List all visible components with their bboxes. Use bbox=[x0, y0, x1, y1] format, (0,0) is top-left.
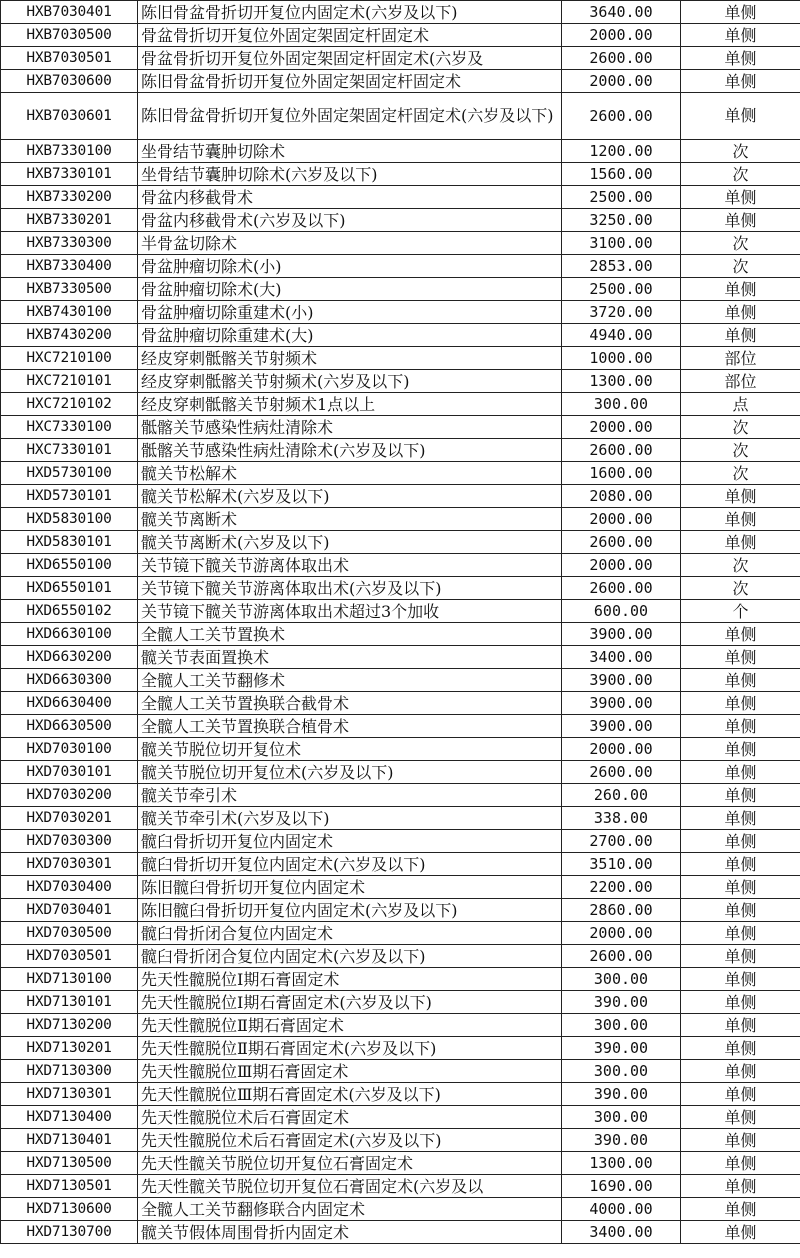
item-name-cell: 先天性髋脱位Ⅰ期石膏固定术(六岁及以下) bbox=[138, 991, 562, 1014]
item-price-cell: 3720.00 bbox=[562, 301, 681, 324]
item-unit-cell: 单侧 bbox=[681, 646, 800, 669]
item-name-cell: 全髋人工关节置换联合植骨术 bbox=[138, 715, 562, 738]
table-row bbox=[1, 508, 800, 531]
price-table-body bbox=[1, 1, 800, 1244]
table-row bbox=[1, 232, 800, 255]
item-unit-cell: 单侧 bbox=[681, 209, 800, 232]
item-unit-cell: 单侧 bbox=[681, 1083, 800, 1106]
table-row bbox=[1, 692, 800, 715]
item-code-cell: HXB7330400 bbox=[1, 255, 138, 278]
item-price-cell: 600.00 bbox=[562, 600, 681, 623]
table-row bbox=[1, 1129, 800, 1152]
item-code-cell: HXB7330200 bbox=[1, 186, 138, 209]
item-code-cell: HXD6550101 bbox=[1, 577, 138, 600]
item-code-cell: HXD7130401 bbox=[1, 1129, 138, 1152]
item-price-cell: 2000.00 bbox=[562, 922, 681, 945]
item-unit-cell: 次 bbox=[681, 577, 800, 600]
item-price-cell: 2853.00 bbox=[562, 255, 681, 278]
table-row bbox=[1, 1221, 800, 1244]
item-unit-cell: 单侧 bbox=[681, 669, 800, 692]
item-price-cell: 3640.00 bbox=[562, 1, 681, 24]
item-price-cell: 390.00 bbox=[562, 991, 681, 1014]
item-price-cell: 4940.00 bbox=[562, 324, 681, 347]
table-row bbox=[1, 278, 800, 301]
item-name-cell: 陈旧骨盆骨折切开复位内固定术(六岁及以下) bbox=[138, 1, 562, 24]
item-code-cell: HXD7030101 bbox=[1, 761, 138, 784]
item-unit-cell: 部位 bbox=[681, 370, 800, 393]
table-row bbox=[1, 623, 800, 646]
item-name-cell: 髋关节牵引术 bbox=[138, 784, 562, 807]
item-code-cell: HXD7130700 bbox=[1, 1221, 138, 1244]
item-price-cell: 300.00 bbox=[562, 1106, 681, 1129]
item-name-cell: 陈旧髋臼骨折切开复位内固定术 bbox=[138, 876, 562, 899]
table-row bbox=[1, 47, 800, 70]
table-row bbox=[1, 370, 800, 393]
table-row bbox=[1, 853, 800, 876]
item-unit-cell: 单侧 bbox=[681, 1221, 800, 1244]
item-code-cell: HXB7430100 bbox=[1, 301, 138, 324]
table-row bbox=[1, 485, 800, 508]
item-price-cell: 3900.00 bbox=[562, 692, 681, 715]
item-code-cell: HXB7330201 bbox=[1, 209, 138, 232]
item-price-cell: 2860.00 bbox=[562, 899, 681, 922]
item-unit-cell: 单侧 bbox=[681, 876, 800, 899]
item-code-cell: HXD6630300 bbox=[1, 669, 138, 692]
item-name-cell: 关节镜下髋关节游离体取出术 bbox=[138, 554, 562, 577]
table-row bbox=[1, 1152, 800, 1175]
item-code-cell: HXC7210100 bbox=[1, 347, 138, 370]
item-code-cell: HXC7330100 bbox=[1, 416, 138, 439]
table-row bbox=[1, 209, 800, 232]
item-unit-cell: 次 bbox=[681, 140, 800, 163]
item-name-cell: 髋关节离断术(六岁及以下) bbox=[138, 531, 562, 554]
item-unit-cell: 单侧 bbox=[681, 761, 800, 784]
item-name-cell: 经皮穿刺骶髂关节射频术1点以上 bbox=[138, 393, 562, 416]
item-unit-cell: 单侧 bbox=[681, 301, 800, 324]
item-name-cell: 关节镜下髋关节游离体取出术(六岁及以下) bbox=[138, 577, 562, 600]
item-name-cell: 骨盆肿瘤切除术(大) bbox=[138, 278, 562, 301]
item-name-cell: 髋臼骨折闭合复位内固定术 bbox=[138, 922, 562, 945]
item-price-cell: 260.00 bbox=[562, 784, 681, 807]
table-row bbox=[1, 1083, 800, 1106]
item-price-cell: 300.00 bbox=[562, 968, 681, 991]
item-code-cell: HXD7130600 bbox=[1, 1198, 138, 1221]
item-code-cell: HXB7030600 bbox=[1, 70, 138, 93]
item-code-cell: HXD6630500 bbox=[1, 715, 138, 738]
item-name-cell: 髋臼骨折切开复位内固定术 bbox=[138, 830, 562, 853]
item-unit-cell: 单侧 bbox=[681, 853, 800, 876]
item-unit-cell: 部位 bbox=[681, 347, 800, 370]
item-name-cell: 髋关节牵引术(六岁及以下) bbox=[138, 807, 562, 830]
item-unit-cell: 单侧 bbox=[681, 1175, 800, 1198]
item-name-cell: 陈旧骨盆骨折切开复位外固定架固定杆固定术(六岁及以下) bbox=[138, 93, 562, 140]
item-unit-cell: 单侧 bbox=[681, 24, 800, 47]
item-name-cell: 髋关节脱位切开复位术 bbox=[138, 738, 562, 761]
table-row bbox=[1, 462, 800, 485]
item-code-cell: HXD7030301 bbox=[1, 853, 138, 876]
item-code-cell: HXD7030100 bbox=[1, 738, 138, 761]
item-code-cell: HXD7030501 bbox=[1, 945, 138, 968]
item-unit-cell: 单侧 bbox=[681, 278, 800, 301]
table-row bbox=[1, 1175, 800, 1198]
table-row bbox=[1, 761, 800, 784]
item-code-cell: HXD6550102 bbox=[1, 600, 138, 623]
table-row bbox=[1, 738, 800, 761]
item-code-cell: HXB7030501 bbox=[1, 47, 138, 70]
table-row bbox=[1, 899, 800, 922]
table-row bbox=[1, 945, 800, 968]
table-row bbox=[1, 1037, 800, 1060]
item-price-cell: 2600.00 bbox=[562, 47, 681, 70]
item-unit-cell: 点 bbox=[681, 393, 800, 416]
item-name-cell: 骶髂关节感染性病灶清除术 bbox=[138, 416, 562, 439]
item-price-cell: 1600.00 bbox=[562, 462, 681, 485]
table-row bbox=[1, 24, 800, 47]
item-code-cell: HXD6550100 bbox=[1, 554, 138, 577]
item-code-cell: HXD7030200 bbox=[1, 784, 138, 807]
table-row bbox=[1, 876, 800, 899]
item-price-cell: 1300.00 bbox=[562, 1152, 681, 1175]
item-unit-cell: 单侧 bbox=[681, 485, 800, 508]
item-price-cell: 3250.00 bbox=[562, 209, 681, 232]
table-row bbox=[1, 70, 800, 93]
item-price-cell: 2500.00 bbox=[562, 278, 681, 301]
item-price-cell: 1690.00 bbox=[562, 1175, 681, 1198]
item-unit-cell: 单侧 bbox=[681, 922, 800, 945]
item-unit-cell: 次 bbox=[681, 255, 800, 278]
item-code-cell: HXD7130500 bbox=[1, 1152, 138, 1175]
item-code-cell: HXB7330101 bbox=[1, 163, 138, 186]
item-code-cell: HXD7030201 bbox=[1, 807, 138, 830]
item-price-cell: 2000.00 bbox=[562, 554, 681, 577]
item-price-cell: 2000.00 bbox=[562, 70, 681, 93]
item-unit-cell: 单侧 bbox=[681, 830, 800, 853]
item-unit-cell: 单侧 bbox=[681, 1037, 800, 1060]
item-code-cell: HXD7130100 bbox=[1, 968, 138, 991]
item-unit-cell: 单侧 bbox=[681, 945, 800, 968]
table-row bbox=[1, 393, 800, 416]
item-name-cell: 先天性髋脱位Ⅱ期石膏固定术(六岁及以下) bbox=[138, 1037, 562, 1060]
item-name-cell: 关节镜下髋关节游离体取出术超过3个加收 bbox=[138, 600, 562, 623]
item-code-cell: HXD5730101 bbox=[1, 485, 138, 508]
item-unit-cell: 单侧 bbox=[681, 1129, 800, 1152]
item-code-cell: HXD5830100 bbox=[1, 508, 138, 531]
item-unit-cell: 单侧 bbox=[681, 93, 800, 140]
item-code-cell: HXB7330300 bbox=[1, 232, 138, 255]
table-row bbox=[1, 577, 800, 600]
item-name-cell: 坐骨结节囊肿切除术 bbox=[138, 140, 562, 163]
item-name-cell: 先天性髋脱位术后石膏固定术(六岁及以下) bbox=[138, 1129, 562, 1152]
item-name-cell: 骨盆肿瘤切除重建术(小) bbox=[138, 301, 562, 324]
item-unit-cell: 单侧 bbox=[681, 186, 800, 209]
item-unit-cell: 单侧 bbox=[681, 738, 800, 761]
item-price-cell: 1000.00 bbox=[562, 347, 681, 370]
item-price-cell: 1300.00 bbox=[562, 370, 681, 393]
item-unit-cell: 单侧 bbox=[681, 715, 800, 738]
table-row bbox=[1, 600, 800, 623]
item-price-cell: 390.00 bbox=[562, 1037, 681, 1060]
item-price-cell: 300.00 bbox=[562, 1060, 681, 1083]
item-price-cell: 4000.00 bbox=[562, 1198, 681, 1221]
item-name-cell: 陈旧髋臼骨折切开复位内固定术(六岁及以下) bbox=[138, 899, 562, 922]
item-unit-cell: 单侧 bbox=[681, 1106, 800, 1129]
item-code-cell: HXD6630400 bbox=[1, 692, 138, 715]
item-unit-cell: 次 bbox=[681, 163, 800, 186]
item-name-cell: 髋关节表面置换术 bbox=[138, 646, 562, 669]
item-price-cell: 338.00 bbox=[562, 807, 681, 830]
item-name-cell: 全髋人工关节置换联合截骨术 bbox=[138, 692, 562, 715]
table-row bbox=[1, 416, 800, 439]
item-code-cell: HXC7210102 bbox=[1, 393, 138, 416]
item-name-cell: 髋关节离断术 bbox=[138, 508, 562, 531]
item-unit-cell: 单侧 bbox=[681, 47, 800, 70]
table-row bbox=[1, 347, 800, 370]
table-row bbox=[1, 93, 800, 140]
item-name-cell: 先天性髋脱位Ⅱ期石膏固定术 bbox=[138, 1014, 562, 1037]
item-price-cell: 2000.00 bbox=[562, 738, 681, 761]
item-name-cell: 骨盆骨折切开复位外固定架固定杆固定术(六岁及 bbox=[138, 47, 562, 70]
item-name-cell: 经皮穿刺骶髂关节射频术(六岁及以下) bbox=[138, 370, 562, 393]
item-price-cell: 3510.00 bbox=[562, 853, 681, 876]
item-code-cell: HXD5730100 bbox=[1, 462, 138, 485]
table-row bbox=[1, 186, 800, 209]
item-unit-cell: 单侧 bbox=[681, 1014, 800, 1037]
item-price-cell: 1560.00 bbox=[562, 163, 681, 186]
item-name-cell: 陈旧骨盆骨折切开复位外固定架固定杆固定术 bbox=[138, 70, 562, 93]
item-code-cell: HXB7330100 bbox=[1, 140, 138, 163]
item-price-cell: 2600.00 bbox=[562, 577, 681, 600]
item-code-cell: HXD6630100 bbox=[1, 623, 138, 646]
item-code-cell: HXD7130300 bbox=[1, 1060, 138, 1083]
item-price-cell: 390.00 bbox=[562, 1083, 681, 1106]
item-code-cell: HXC7210101 bbox=[1, 370, 138, 393]
item-price-cell: 1200.00 bbox=[562, 140, 681, 163]
item-unit-cell: 次 bbox=[681, 232, 800, 255]
table-row bbox=[1, 669, 800, 692]
item-code-cell: HXD7130501 bbox=[1, 1175, 138, 1198]
item-code-cell: HXB7030500 bbox=[1, 24, 138, 47]
item-name-cell: 骨盆内移截骨术 bbox=[138, 186, 562, 209]
table-row bbox=[1, 140, 800, 163]
item-price-cell: 3400.00 bbox=[562, 1221, 681, 1244]
item-unit-cell: 单侧 bbox=[681, 1198, 800, 1221]
table-row bbox=[1, 531, 800, 554]
item-price-cell: 2080.00 bbox=[562, 485, 681, 508]
item-unit-cell: 单侧 bbox=[681, 1152, 800, 1175]
item-name-cell: 髋关节松解术 bbox=[138, 462, 562, 485]
item-price-cell: 2700.00 bbox=[562, 830, 681, 853]
item-unit-cell: 单侧 bbox=[681, 991, 800, 1014]
item-price-cell: 2000.00 bbox=[562, 416, 681, 439]
item-unit-cell: 单侧 bbox=[681, 1, 800, 24]
item-name-cell: 全髋人工关节翻修术 bbox=[138, 669, 562, 692]
item-code-cell: HXC7330101 bbox=[1, 439, 138, 462]
table-row bbox=[1, 1, 800, 24]
item-unit-cell: 次 bbox=[681, 554, 800, 577]
item-name-cell: 骨盆内移截骨术(六岁及以下) bbox=[138, 209, 562, 232]
table-row bbox=[1, 1198, 800, 1221]
item-unit-cell: 单侧 bbox=[681, 70, 800, 93]
table-row bbox=[1, 255, 800, 278]
item-price-cell: 2600.00 bbox=[562, 93, 681, 140]
item-unit-cell: 单侧 bbox=[681, 899, 800, 922]
item-code-cell: HXD7130400 bbox=[1, 1106, 138, 1129]
item-name-cell: 髋关节松解术(六岁及以下) bbox=[138, 485, 562, 508]
item-name-cell: 骨盆肿瘤切除重建术(大) bbox=[138, 324, 562, 347]
item-unit-cell: 单侧 bbox=[681, 692, 800, 715]
item-name-cell: 先天性髋关节脱位切开复位石膏固定术 bbox=[138, 1152, 562, 1175]
item-price-cell: 3900.00 bbox=[562, 715, 681, 738]
item-unit-cell: 单侧 bbox=[681, 324, 800, 347]
table-row bbox=[1, 324, 800, 347]
item-price-cell: 2200.00 bbox=[562, 876, 681, 899]
item-code-cell: HXB7030401 bbox=[1, 1, 138, 24]
item-name-cell: 骨盆肿瘤切除术(小) bbox=[138, 255, 562, 278]
item-unit-cell: 次 bbox=[681, 416, 800, 439]
item-price-cell: 3900.00 bbox=[562, 623, 681, 646]
item-code-cell: HXD7130101 bbox=[1, 991, 138, 1014]
item-price-cell: 300.00 bbox=[562, 393, 681, 416]
table-row bbox=[1, 784, 800, 807]
item-price-cell: 3100.00 bbox=[562, 232, 681, 255]
table-row bbox=[1, 163, 800, 186]
item-code-cell: HXD7130200 bbox=[1, 1014, 138, 1037]
table-row bbox=[1, 968, 800, 991]
item-code-cell: HXB7030601 bbox=[1, 93, 138, 140]
item-name-cell: 髋臼骨折闭合复位内固定术(六岁及以下) bbox=[138, 945, 562, 968]
item-price-cell: 2500.00 bbox=[562, 186, 681, 209]
item-name-cell: 坐骨结节囊肿切除术(六岁及以下) bbox=[138, 163, 562, 186]
item-price-cell: 2600.00 bbox=[562, 439, 681, 462]
item-price-cell: 390.00 bbox=[562, 1129, 681, 1152]
item-name-cell: 骨盆骨折切开复位外固定架固定杆固定术 bbox=[138, 24, 562, 47]
item-unit-cell: 单侧 bbox=[681, 531, 800, 554]
table-row bbox=[1, 830, 800, 853]
item-price-cell: 3900.00 bbox=[562, 669, 681, 692]
item-price-cell: 2000.00 bbox=[562, 24, 681, 47]
table-row bbox=[1, 301, 800, 324]
item-unit-cell: 单侧 bbox=[681, 623, 800, 646]
item-name-cell: 髋关节假体周围骨折内固定术 bbox=[138, 1221, 562, 1244]
item-name-cell: 经皮穿刺骶髂关节射频术 bbox=[138, 347, 562, 370]
table-row bbox=[1, 554, 800, 577]
item-unit-cell: 次 bbox=[681, 462, 800, 485]
item-code-cell: HXD7130301 bbox=[1, 1083, 138, 1106]
item-name-cell: 先天性髋关节脱位切开复位石膏固定术(六岁及以 bbox=[138, 1175, 562, 1198]
item-unit-cell: 单侧 bbox=[681, 807, 800, 830]
item-price-cell: 300.00 bbox=[562, 1014, 681, 1037]
item-name-cell: 全髋人工关节置换术 bbox=[138, 623, 562, 646]
item-unit-cell: 单侧 bbox=[681, 784, 800, 807]
table-row bbox=[1, 807, 800, 830]
item-code-cell: HXB7430200 bbox=[1, 324, 138, 347]
table-row bbox=[1, 1014, 800, 1037]
table-row bbox=[1, 991, 800, 1014]
table-row bbox=[1, 646, 800, 669]
item-code-cell: HXD7030401 bbox=[1, 899, 138, 922]
item-price-cell: 2000.00 bbox=[562, 508, 681, 531]
item-unit-cell: 次 bbox=[681, 439, 800, 462]
item-code-cell: HXD7130201 bbox=[1, 1037, 138, 1060]
table-row bbox=[1, 922, 800, 945]
item-unit-cell: 单侧 bbox=[681, 1060, 800, 1083]
item-code-cell: HXD6630200 bbox=[1, 646, 138, 669]
item-unit-cell: 个 bbox=[681, 600, 800, 623]
item-price-cell: 2600.00 bbox=[562, 945, 681, 968]
table-row bbox=[1, 439, 800, 462]
item-name-cell: 先天性髋脱位术后石膏固定术 bbox=[138, 1106, 562, 1129]
item-name-cell: 先天性髋脱位Ⅲ期石膏固定术 bbox=[138, 1060, 562, 1083]
table-row bbox=[1, 715, 800, 738]
item-unit-cell: 单侧 bbox=[681, 508, 800, 531]
item-price-cell: 3400.00 bbox=[562, 646, 681, 669]
item-code-cell: HXB7330500 bbox=[1, 278, 138, 301]
item-name-cell: 半骨盆切除术 bbox=[138, 232, 562, 255]
item-name-cell: 髋臼骨折切开复位内固定术(六岁及以下) bbox=[138, 853, 562, 876]
item-name-cell: 全髋人工关节翻修联合内固定术 bbox=[138, 1198, 562, 1221]
table-row bbox=[1, 1106, 800, 1129]
item-code-cell: HXD7030400 bbox=[1, 876, 138, 899]
table-row bbox=[1, 1060, 800, 1083]
item-price-cell: 2600.00 bbox=[562, 761, 681, 784]
item-name-cell: 骶髂关节感染性病灶清除术(六岁及以下) bbox=[138, 439, 562, 462]
item-code-cell: HXD5830101 bbox=[1, 531, 138, 554]
item-name-cell: 髋关节脱位切开复位术(六岁及以下) bbox=[138, 761, 562, 784]
item-name-cell: 先天性髋脱位Ⅲ期石膏固定术(六岁及以下) bbox=[138, 1083, 562, 1106]
item-code-cell: HXD7030500 bbox=[1, 922, 138, 945]
item-code-cell: HXD7030300 bbox=[1, 830, 138, 853]
item-price-cell: 2600.00 bbox=[562, 531, 681, 554]
item-name-cell: 先天性髋脱位Ⅰ期石膏固定术 bbox=[138, 968, 562, 991]
item-unit-cell: 单侧 bbox=[681, 968, 800, 991]
